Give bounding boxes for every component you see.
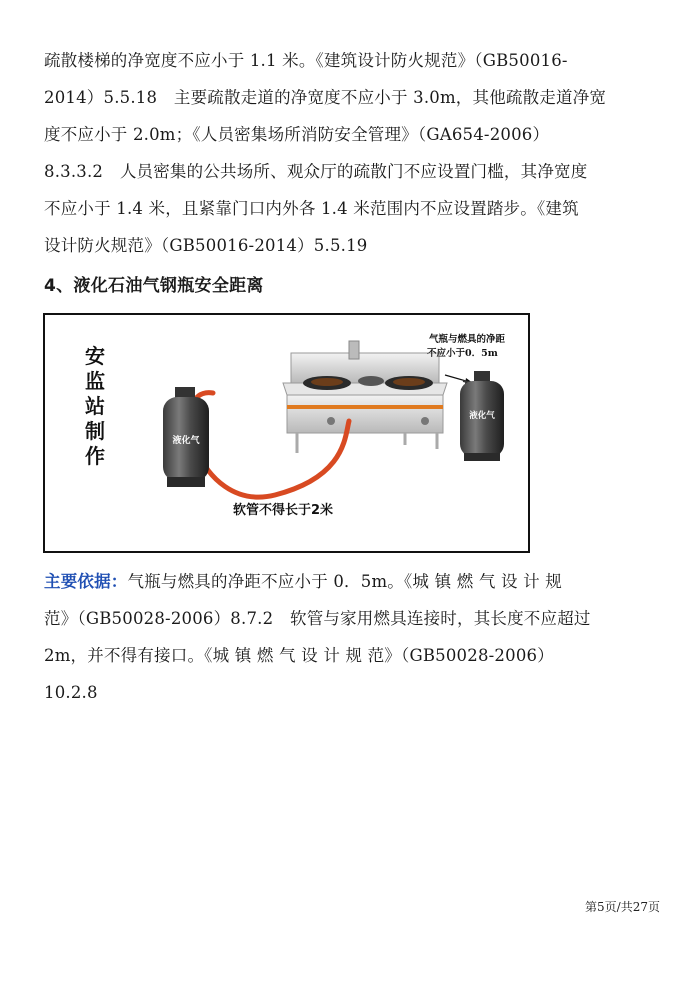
text-line: 2014）5.5.18 主要疏散走道的净宽度不应小于 3.0m，其他疏散走道净宽 <box>44 88 607 107</box>
page-number: 第5页/共27页 <box>585 900 660 914</box>
text-line: 8.3.3.2 人员密集的公共场所、观众厅的疏散门不应设置门槛，其净宽度 <box>44 162 588 181</box>
vertical-char: 制 <box>85 419 105 443</box>
paragraph-legal-basis <box>44 563 664 711</box>
text-line: 设计防火规范》（GB50016-2014）5.5.19 <box>44 236 368 255</box>
hose-length-note: 软管不得长于2米 <box>233 503 334 518</box>
vertical-char: 站 <box>85 394 105 418</box>
vertical-char: 安 <box>85 344 105 368</box>
distance-note-line2: 不应小于0．5m <box>427 348 498 359</box>
lpg-distance-illustration <box>43 313 530 553</box>
vertical-char: 作 <box>85 444 105 468</box>
section-heading: 4、液化石油气钢瓶安全距离 <box>44 276 264 296</box>
paragraph-evacuation-width <box>44 42 664 264</box>
text-line: 疏散楼梯的净宽度不应小于 1.1 米。《建筑设计防火规范》（GB50016- <box>44 51 568 70</box>
distance-note-line1: 气瓶与燃具的净距 <box>429 334 506 345</box>
text-line: 范》（GB50028-2006）8.7.2 软管与家用燃具连接时，其长度不应超过 <box>44 609 591 628</box>
legal-basis-label: 主要依据： <box>44 572 128 591</box>
vertical-char: 监 <box>85 369 105 393</box>
text-line: 度不应小于 2.0m；《人员密集场所消防安全管理》（GA654-2006） <box>44 125 550 144</box>
text-line: 气瓶与燃具的净距不应小于 0．5m。《城 镇 燃 气 设 计 规 <box>127 572 563 591</box>
left-cylinder-label: 液化气 <box>172 436 200 446</box>
text-line: 2m，并不得有接口。《城 镇 燃 气 设 计 规 范》（GB50028-2006） <box>44 646 554 665</box>
stove-illustration <box>283 341 447 453</box>
right-cylinder-label: 液化气 <box>469 411 495 421</box>
text-line: 不应小于 1.4 米，且紧靠门口内外各 1.4 米范围内不应设置踏步。《建筑 <box>44 199 579 218</box>
text-line: 10.2.8 <box>44 683 98 702</box>
